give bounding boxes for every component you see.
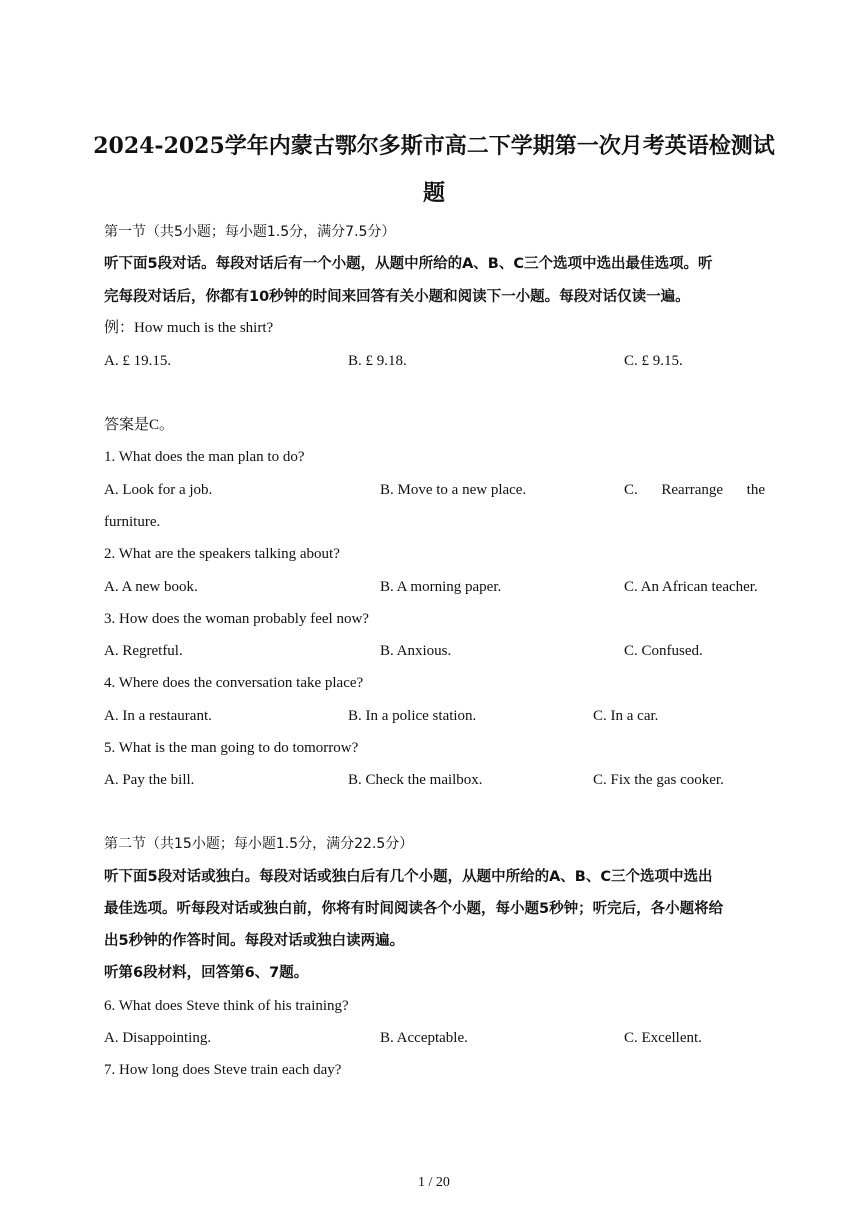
q5-option-b: B. Check the mailbox. [348, 772, 483, 788]
q1-option-c [624, 480, 765, 500]
section1-instructions-1: 听下面5段对话。每段对话后有一个小题，从题中所给的A、B、C三个选项中选出最佳选项。听 [104, 256, 713, 272]
q1-option-c-part2: Rearrange [661, 482, 724, 498]
example-option-c: C. £ 9.15. [624, 353, 683, 369]
example-option-a: A. £ 19.15. [104, 353, 172, 369]
q3-option-b: B. Anxious. [380, 643, 452, 659]
page-number: 1 / 20 [418, 1175, 450, 1190]
q6-option-b: B. Acceptable. [380, 1030, 468, 1046]
q1-option-b: B. Move to a new place. [380, 482, 527, 498]
question-2: 2. What are the speakers talking about? [104, 546, 340, 562]
section2-instructions-1: 听下面5段对话或独白。每段对话或独白后有几个小题，从题中所给的A、B、C三个选项中选出 [104, 869, 713, 885]
q5-option-a: A. Pay the bill. [104, 772, 195, 788]
q1-option-c-part3: the [746, 482, 765, 498]
q2-option-a: A. A new book. [104, 579, 198, 595]
q6-option-a: A. Disappointing. [104, 1030, 212, 1046]
document-title-line2: 题 [422, 180, 445, 206]
section1-instructions-2: 完每段对话后，你都有10秒钟的时间来回答有关小题和阅读下一小题。每段对话仅读一遍。 [104, 289, 690, 305]
q4-option-a: A. In a restaurant. [104, 708, 212, 724]
section2-heading: 第二节（共15小题；每小题1.5分，满分22.5分） [104, 836, 414, 852]
q1-option-c-part1: C. [624, 482, 638, 498]
document-title-line1: 2024-2025学年内蒙古鄂尔多斯市高二下学期第一次月考英语检测试 [93, 133, 775, 159]
question-7: 7. How long does Steve train each day? [104, 1062, 342, 1078]
section1-heading: 第一节（共5小题；每小题1.5分，满分7.5分） [104, 224, 396, 240]
q2-option-b: B. A morning paper. [380, 579, 502, 595]
question-1: 1. What does the man plan to do? [104, 449, 305, 465]
q1-option-a: A. Look for a job. [104, 482, 213, 498]
section2-instructions-2: 最佳选项。听每段对话或独白前，你将有时间阅读各个小题，每小题5秒钟；听完后，各小题将给 [104, 901, 724, 917]
q5-option-c: C. Fix the gas cooker. [593, 772, 724, 788]
question-6: 6. What does Steve think of his training? [104, 998, 349, 1014]
example-answer: 答案是C。 [104, 417, 175, 433]
question-4: 4. Where does the conversation take place? [104, 675, 364, 691]
q4-option-b: B. In a police station. [348, 708, 477, 724]
example-option-b: B. £ 9.18. [348, 353, 407, 369]
section2-material-6: 听第6段材料，回答第6、7题。 [104, 965, 309, 981]
section2-instructions-3: 出5秒钟的作答时间。每段对话或独白读两遍。 [104, 933, 405, 949]
question-5: 5. What is the man going to do tomorrow? [104, 740, 359, 756]
q4-option-c: C. In a car. [593, 708, 659, 724]
q6-option-c: C. Excellent. [624, 1030, 702, 1046]
q3-option-c: C. Confused. [624, 643, 703, 659]
q3-option-a: A. Regretful. [104, 643, 183, 659]
question-3: 3. How does the woman probably feel now? [104, 611, 369, 627]
example-question: 例：How much is the shirt? [104, 320, 274, 336]
q1-option-c-continued: furniture. [104, 514, 161, 530]
q2-option-c: C. An African teacher. [624, 579, 758, 595]
